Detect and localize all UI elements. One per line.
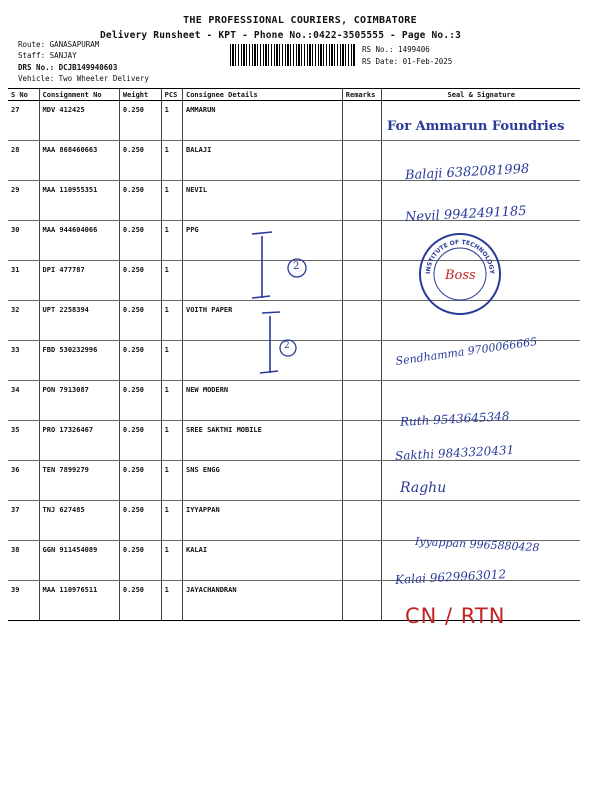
cell-sno: 38: [8, 541, 39, 581]
cell-consignment-no: TEN 7899279: [39, 461, 119, 501]
cell-sno: 34: [8, 381, 39, 421]
cell-weight: 0.250: [119, 381, 161, 421]
mark-row-33: 2: [284, 341, 290, 351]
cell-sno: 31: [8, 261, 39, 301]
cell-consignment-no: TNJ 627485: [39, 501, 119, 541]
cell-pcs: 1: [161, 221, 182, 261]
staff-label: Staff: SANJAY: [18, 51, 77, 60]
cell-remarks: [342, 221, 382, 261]
cell-remarks: [342, 381, 382, 421]
cell-consignee: JAYACHANDRAN: [183, 581, 343, 621]
seal-text: INSTITUTE OF TECHNOLOGY: [424, 238, 496, 275]
table-row: [8, 501, 580, 541]
cell-remarks: [342, 101, 382, 141]
drs-number: DRS No.: DCJB149940603: [18, 63, 118, 72]
cell-consignee: SNS ENGG: [183, 461, 343, 501]
cell-weight: 0.250: [119, 581, 161, 621]
cell-remarks: [342, 341, 382, 381]
cell-sno: 27: [8, 101, 39, 141]
cell-consignee: IYYAPPAN: [183, 501, 343, 541]
cell-consignee: PPG: [183, 221, 343, 261]
col-sno: S No: [8, 89, 39, 101]
cell-weight: 0.250: [119, 181, 161, 221]
cell-consignee: NEVIL: [183, 181, 343, 221]
cell-sno: 33: [8, 341, 39, 381]
cell-consignment-no: PRO 17326467: [39, 421, 119, 461]
cell-pcs: 1: [161, 581, 182, 621]
cell-pcs: 1: [161, 341, 182, 381]
barcode: [230, 44, 355, 66]
col-seal-signature: Seal & Signature: [382, 89, 580, 101]
col-consignment: Consignment No: [39, 89, 119, 101]
institution-seal: [418, 232, 502, 316]
cell-sno: 36: [8, 461, 39, 501]
cell-consignee: BALAJI: [183, 141, 343, 181]
cn-rtn-note: CN / RTN: [405, 604, 506, 628]
cell-pcs: 1: [161, 101, 182, 141]
col-weight: Weight: [119, 89, 161, 101]
cell-consignment-no: MDV 412425: [39, 101, 119, 141]
cell-pcs: 1: [161, 181, 182, 221]
vehicle-label: Vehicle: Two Wheeler Delivery: [18, 74, 149, 83]
cell-weight: 0.250: [119, 101, 161, 141]
cell-weight: 0.250: [119, 221, 161, 261]
cell-consignment-no: GGN 911454089: [39, 541, 119, 581]
cell-consignee: SREE SAKTHI MOBILE: [183, 421, 343, 461]
cell-remarks: [342, 461, 382, 501]
cell-consignee: NEW MODERN: [183, 381, 343, 421]
cell-remarks: [342, 501, 382, 541]
cell-consignee: KALAI: [183, 541, 343, 581]
signature-row-28: Balaji 6382081998: [404, 161, 530, 184]
seal-signature: Boss: [445, 268, 476, 283]
rs-date: RS Date: 01-Feb-2025: [362, 57, 453, 66]
col-remarks: Remarks: [342, 89, 382, 101]
cell-pcs: 1: [161, 421, 182, 461]
cell-weight: 0.250: [119, 141, 161, 181]
cell-consignee: VOITH PAPER: [183, 301, 343, 341]
cell-remarks: [342, 541, 382, 581]
signature-row-37: Iyyappan 9965880428: [414, 534, 540, 555]
cell-remarks: [342, 141, 382, 181]
cell-remarks: [342, 421, 382, 461]
cell-sno: 35: [8, 421, 39, 461]
col-pcs: PCS: [161, 89, 182, 101]
cell-consignment-no: UPT 2258394: [39, 301, 119, 341]
table-row: [8, 461, 580, 501]
cell-pcs: 1: [161, 381, 182, 421]
handwritten-brackets: [200, 228, 330, 378]
cell-sno: 37: [8, 501, 39, 541]
cell-weight: 0.250: [119, 501, 161, 541]
cell-remarks: [342, 581, 382, 621]
company-stamp: For Ammarun Foundries: [387, 119, 565, 134]
cell-consignment-no: DPI 477787: [39, 261, 119, 301]
signature-row-34: Ruth 9543645348: [399, 409, 510, 429]
cell-pcs: 1: [161, 141, 182, 181]
cell-consignee: AMMARUN: [183, 101, 343, 141]
cell-remarks: [342, 181, 382, 221]
mark-row-31: 2: [293, 261, 300, 272]
cell-sno: 30: [8, 221, 39, 261]
route-label: Route: GANASAPURAM: [18, 40, 100, 49]
signature-row-38: Kalai 9629963012: [394, 567, 507, 587]
cell-pcs: 1: [161, 461, 182, 501]
cell-seal-signature: [382, 501, 580, 541]
cell-sno: 28: [8, 141, 39, 181]
cell-sno: 29: [8, 181, 39, 221]
cell-weight: 0.250: [119, 301, 161, 341]
cell-consignment-no: MAA 110976511: [39, 581, 119, 621]
cell-pcs: 1: [161, 541, 182, 581]
signature-row-33: Sendhamma 9700066665: [394, 335, 538, 368]
cell-weight: 0.250: [119, 461, 161, 501]
cell-weight: 0.250: [119, 261, 161, 301]
cell-pcs: 1: [161, 261, 182, 301]
document-title: THE PROFESSIONAL COURIERS, COIMBATORE: [183, 15, 417, 26]
cell-weight: 0.250: [119, 341, 161, 381]
cell-pcs: 1: [161, 501, 182, 541]
cell-consignment-no: MAA 868460663: [39, 141, 119, 181]
rs-number: RS No.: 1499406: [362, 45, 430, 54]
cell-consignment-no: PON 7913087: [39, 381, 119, 421]
cell-remarks: [342, 301, 382, 341]
col-consignee: Consignee Details: [183, 89, 343, 101]
cell-sno: 32: [8, 301, 39, 341]
signature-row-36: Raghu: [400, 480, 447, 496]
signature-row-29: Nevil 9942491185: [404, 203, 527, 226]
cell-weight: 0.250: [119, 421, 161, 461]
signature-row-35: Sakthi 9843320431: [394, 442, 515, 464]
cell-consignment-no: MAA 110955351: [39, 181, 119, 221]
cell-remarks: [342, 261, 382, 301]
table-header-row: [8, 89, 580, 101]
cell-weight: 0.250: [119, 541, 161, 581]
document-subtitle: Delivery Runsheet - KPT - Phone No.:0422-3505555 - Page No.:3: [100, 30, 462, 41]
cell-pcs: 1: [161, 301, 182, 341]
cell-consignment-no: MAA 944604066: [39, 221, 119, 261]
cell-sno: 39: [8, 581, 39, 621]
cell-consignment-no: FBD 530232996: [39, 341, 119, 381]
